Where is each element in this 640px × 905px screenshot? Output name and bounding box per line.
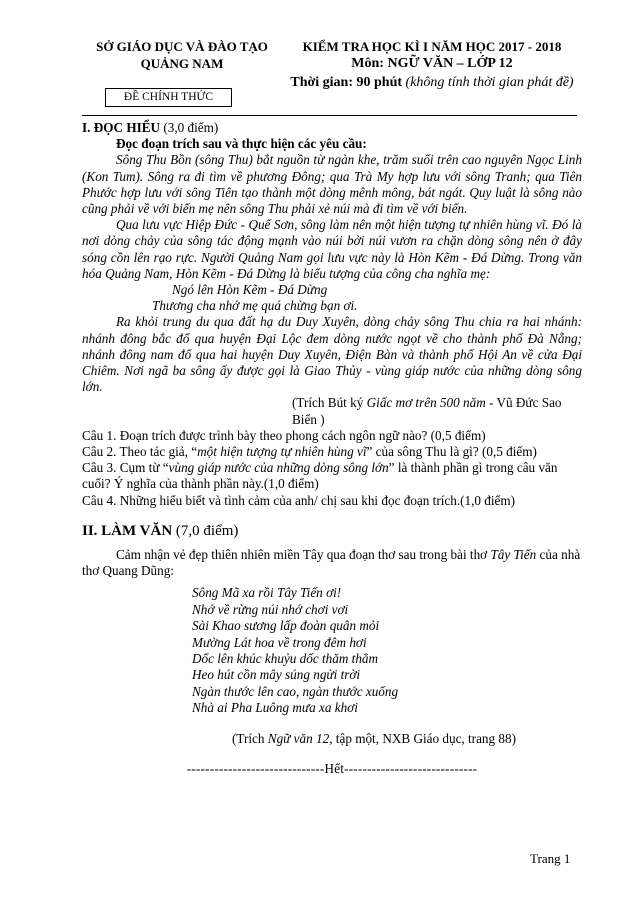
passage-paragraph-3: Ra khỏi trung du qua đất hạ du Duy Xuyên, dòng chảy sông Thu chia ra hai nhánh: nhánh đông bắc đổ qua huyện Đại Lộc đem dòng nước ngọt về cho thành phố Đà Nẵng; nhánh đông nam đổ qua hai huyện Duy Xuyên, Điện Bàn và thành phố Hội An về cửa Đại Chiêm. Nơi ngã ba sông ấy được gọi là Giao Thủy - vùng giáp nước của những dòng sông lớn. xyxy=(82,314,582,395)
poem-line: Nhớ về rừng núi nhớ chơi vơi xyxy=(192,601,349,617)
poem-line: Nhà ai Pha Luông mưa xa khơi xyxy=(192,700,358,716)
source-book: Giấc mơ trên 500 năm xyxy=(366,395,486,411)
end-marker: ------------------------------Hết----------------------------- xyxy=(186,760,478,776)
time-label: Thời gian: 90 phút xyxy=(290,75,403,90)
section2-points: (7,0 điểm) xyxy=(175,522,239,539)
poem-source-prefix: (Trích xyxy=(232,730,268,746)
q2-quote: một hiện tượng tự nhiên hùng vĩ xyxy=(197,444,367,460)
page-number: Trang 1 xyxy=(530,851,571,866)
task-prefix: Cảm nhận vẻ đẹp thiên nhiên miền Tây qua đoạn thơ sau trong bài thơ xyxy=(116,546,491,562)
folk-poem-line-2: Thương cha nhớ mẹ quá chừng bạn ơi. xyxy=(152,298,358,314)
exam-header xyxy=(282,38,582,92)
exam-title: KIỂM TRA HỌC KÌ I NĂM HỌC 2017 - 2018 xyxy=(302,39,562,54)
official-badge: ĐỀ CHÍNH THỨC xyxy=(105,88,232,107)
section1-title: I. ĐỌC HIỂU xyxy=(82,120,161,135)
source-suffix: - Vũ Đức Sao Biển ) xyxy=(292,395,562,427)
source-prefix: (Trích Bút ký xyxy=(292,395,367,411)
section1-points: (3,0 điểm) xyxy=(163,120,219,135)
department-name: SỞ GIÁO DỤC VÀ ĐÀO TẠO xyxy=(96,39,268,54)
time-note: (không tính thời gian phát đề) xyxy=(405,75,574,90)
poem-line: Sài Khao sương lấp đoàn quân mỏi xyxy=(192,618,380,634)
q3-quote: vùng giáp nước của những dòng sông lớn xyxy=(168,460,389,476)
question-2 xyxy=(82,444,582,460)
question-4: Câu 4. Những hiểu biết và tình cảm của anh/ chị sau khi đọc đoạn trích.(1,0 điểm) xyxy=(82,492,516,508)
department-header xyxy=(82,38,282,72)
section1-heading xyxy=(82,120,582,136)
exam-subject: Môn: NGỮ VĂN – LỚP 12 xyxy=(351,56,513,71)
poem-source-suffix: , tập một, NXB Giáo dục, trang 88) xyxy=(329,730,516,746)
poem-line: Dốc lên khúc khuỷu dốc thăm thẳm xyxy=(192,650,379,666)
task-suffix: của nhà thơ Quang Dũng: xyxy=(82,546,581,579)
q2-prefix: Câu 2. Theo tác giả, “ xyxy=(82,444,198,460)
poem-line: Heo hút cồn mây súng ngửi trời xyxy=(192,667,361,683)
section2-title: II. LÀM VĂN xyxy=(82,522,173,539)
q2-suffix: ” của sông Thu là gì? (0,5 điểm) xyxy=(366,444,537,460)
task-poem-title: Tây Tiến xyxy=(490,546,537,562)
question-3 xyxy=(82,460,582,492)
passage-source xyxy=(82,395,582,427)
folk-poem-line-1: Ngó lên Hòn Kẽm - Đá Dừng xyxy=(172,282,328,298)
section2-heading xyxy=(82,521,582,541)
passage-paragraph-2: Qua lưu vực Hiệp Đức - Quế Sơn, sông làm nên một hiện tượng tự nhiên hùng vĩ. Đó là nơi dòng chảy của sông tác động mạnh vào núi bởi núi vươn ra chặn dòng sông nên ở đây sóng cồn lên rạo rực. Người Quảng Nam gọi lưu vực này là Hòn Kẽm - Đá Dừng. Trong văn hóa Quảng Nam, Hòn Kẽm - Đá Dừng là biểu tượng của công cha nghĩa mẹ: xyxy=(82,217,582,281)
q3-suffix: ” là thành phần gì trong câu văn cuối? Ý nghĩa của thành phần này.(1,0 điểm) xyxy=(82,460,558,492)
passage-paragraph-1: Sông Thu Bồn (sông Thu) bắt nguồn từ ngàn khe, trăm suối trên cao nguyên Ngọc Linh (Kon Tum). Sông ra đi tìm về phương Đông; qua Trà My hợp lưu với sông Tranh; qua Tiên Phước hợp lưu với sông Tiên tạo thành một dòng mênh mông, bát ngát. Quy luật là sông nào cũng phải về với biển mẹ nên sông Thu phải xẻ núi mà đi tìm về với biển. xyxy=(82,152,582,217)
poem-line: Sông Mã xa rồi Tây Tiến ơi! xyxy=(192,585,342,601)
question-1: Câu 1. Đoạn trích được trình bày theo phong cách ngôn ngữ nào? (0,5 điểm) xyxy=(82,427,486,443)
poem-source xyxy=(82,731,582,747)
province-name: QUẢNG NAM xyxy=(140,56,224,71)
section1-instruction: Đọc đoạn trích sau và thực hiện các yêu cầu: xyxy=(116,136,367,152)
poem-line: Ngàn thước lên cao, ngàn thước xuống xyxy=(192,683,399,699)
poem-line: Mường Lát hoa về trong đêm hơi xyxy=(192,634,367,650)
tay-tien-poem xyxy=(82,585,582,716)
section2-task xyxy=(82,547,582,579)
exam-time xyxy=(282,73,582,92)
poem-source-book: Ngữ văn 12 xyxy=(267,730,330,746)
q3-prefix: Câu 3. Cụm từ “ xyxy=(82,460,169,476)
header-divider xyxy=(82,115,577,116)
exam-body xyxy=(82,120,582,777)
